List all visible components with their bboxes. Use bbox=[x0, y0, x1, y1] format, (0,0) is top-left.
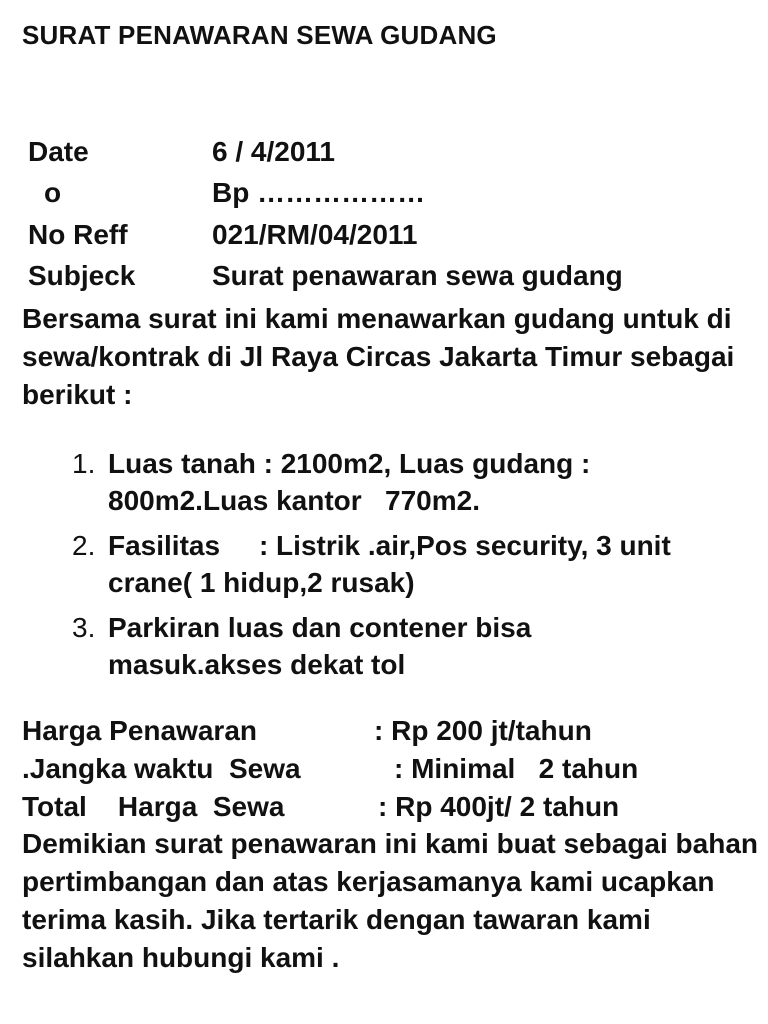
price-value: : Minimal 2 tahun bbox=[394, 753, 639, 784]
price-value: : Rp 400jt/ 2 tahun bbox=[378, 791, 620, 822]
meta-label: No Reff bbox=[28, 219, 128, 250]
meta-label: Date bbox=[28, 136, 89, 167]
price-label: Total Harga Sewa bbox=[22, 791, 285, 822]
intro-paragraph: Bersama surat ini kami menawarkan gudang untuk di sewa/kontrak di Jl Raya Circas Jakarta Timur sebagai berikut : bbox=[22, 303, 735, 410]
page-title: SURAT PENAWARAN SEWA GUDANG bbox=[22, 20, 497, 50]
list-number: 1. bbox=[72, 448, 96, 479]
list-text: Luas tanah : 2100m2, Luas gudang : 800m2.Luas kantor 770m2. bbox=[108, 448, 599, 516]
price-label: .Jangka waktu Sewa bbox=[22, 753, 301, 784]
meta-label: o bbox=[44, 177, 62, 208]
meta-label: Subjeck bbox=[28, 260, 136, 291]
list-text: Parkiran luas dan contener bisa masuk.akses dekat tol bbox=[108, 612, 532, 680]
list-number: 3. bbox=[72, 612, 96, 643]
meta-value: 021/RM/04/2011 bbox=[212, 219, 418, 250]
list-text: Fasilitas : Listrik .air,Pos security, 3 unit crane( 1 hidup,2 rusak) bbox=[108, 530, 679, 598]
meta-value: Surat penawaran sewa gudang bbox=[212, 260, 623, 291]
price-value: : Rp 200 jt/tahun bbox=[374, 715, 592, 746]
meta-value: Bp ……………… bbox=[212, 177, 426, 208]
price-label: Harga Penawaran bbox=[22, 715, 257, 746]
meta-value: 6 / 4/2011 bbox=[212, 136, 336, 167]
list-number: 2. bbox=[72, 530, 96, 561]
closing-paragraph: Demikian surat penawaran ini kami buat sebagai bahan pertimbangan dan atas kerjasamanya kami ucapkan terima kasih. Jika tertarik dengan tawaran kami silahkan hubungi kami . bbox=[22, 828, 759, 973]
